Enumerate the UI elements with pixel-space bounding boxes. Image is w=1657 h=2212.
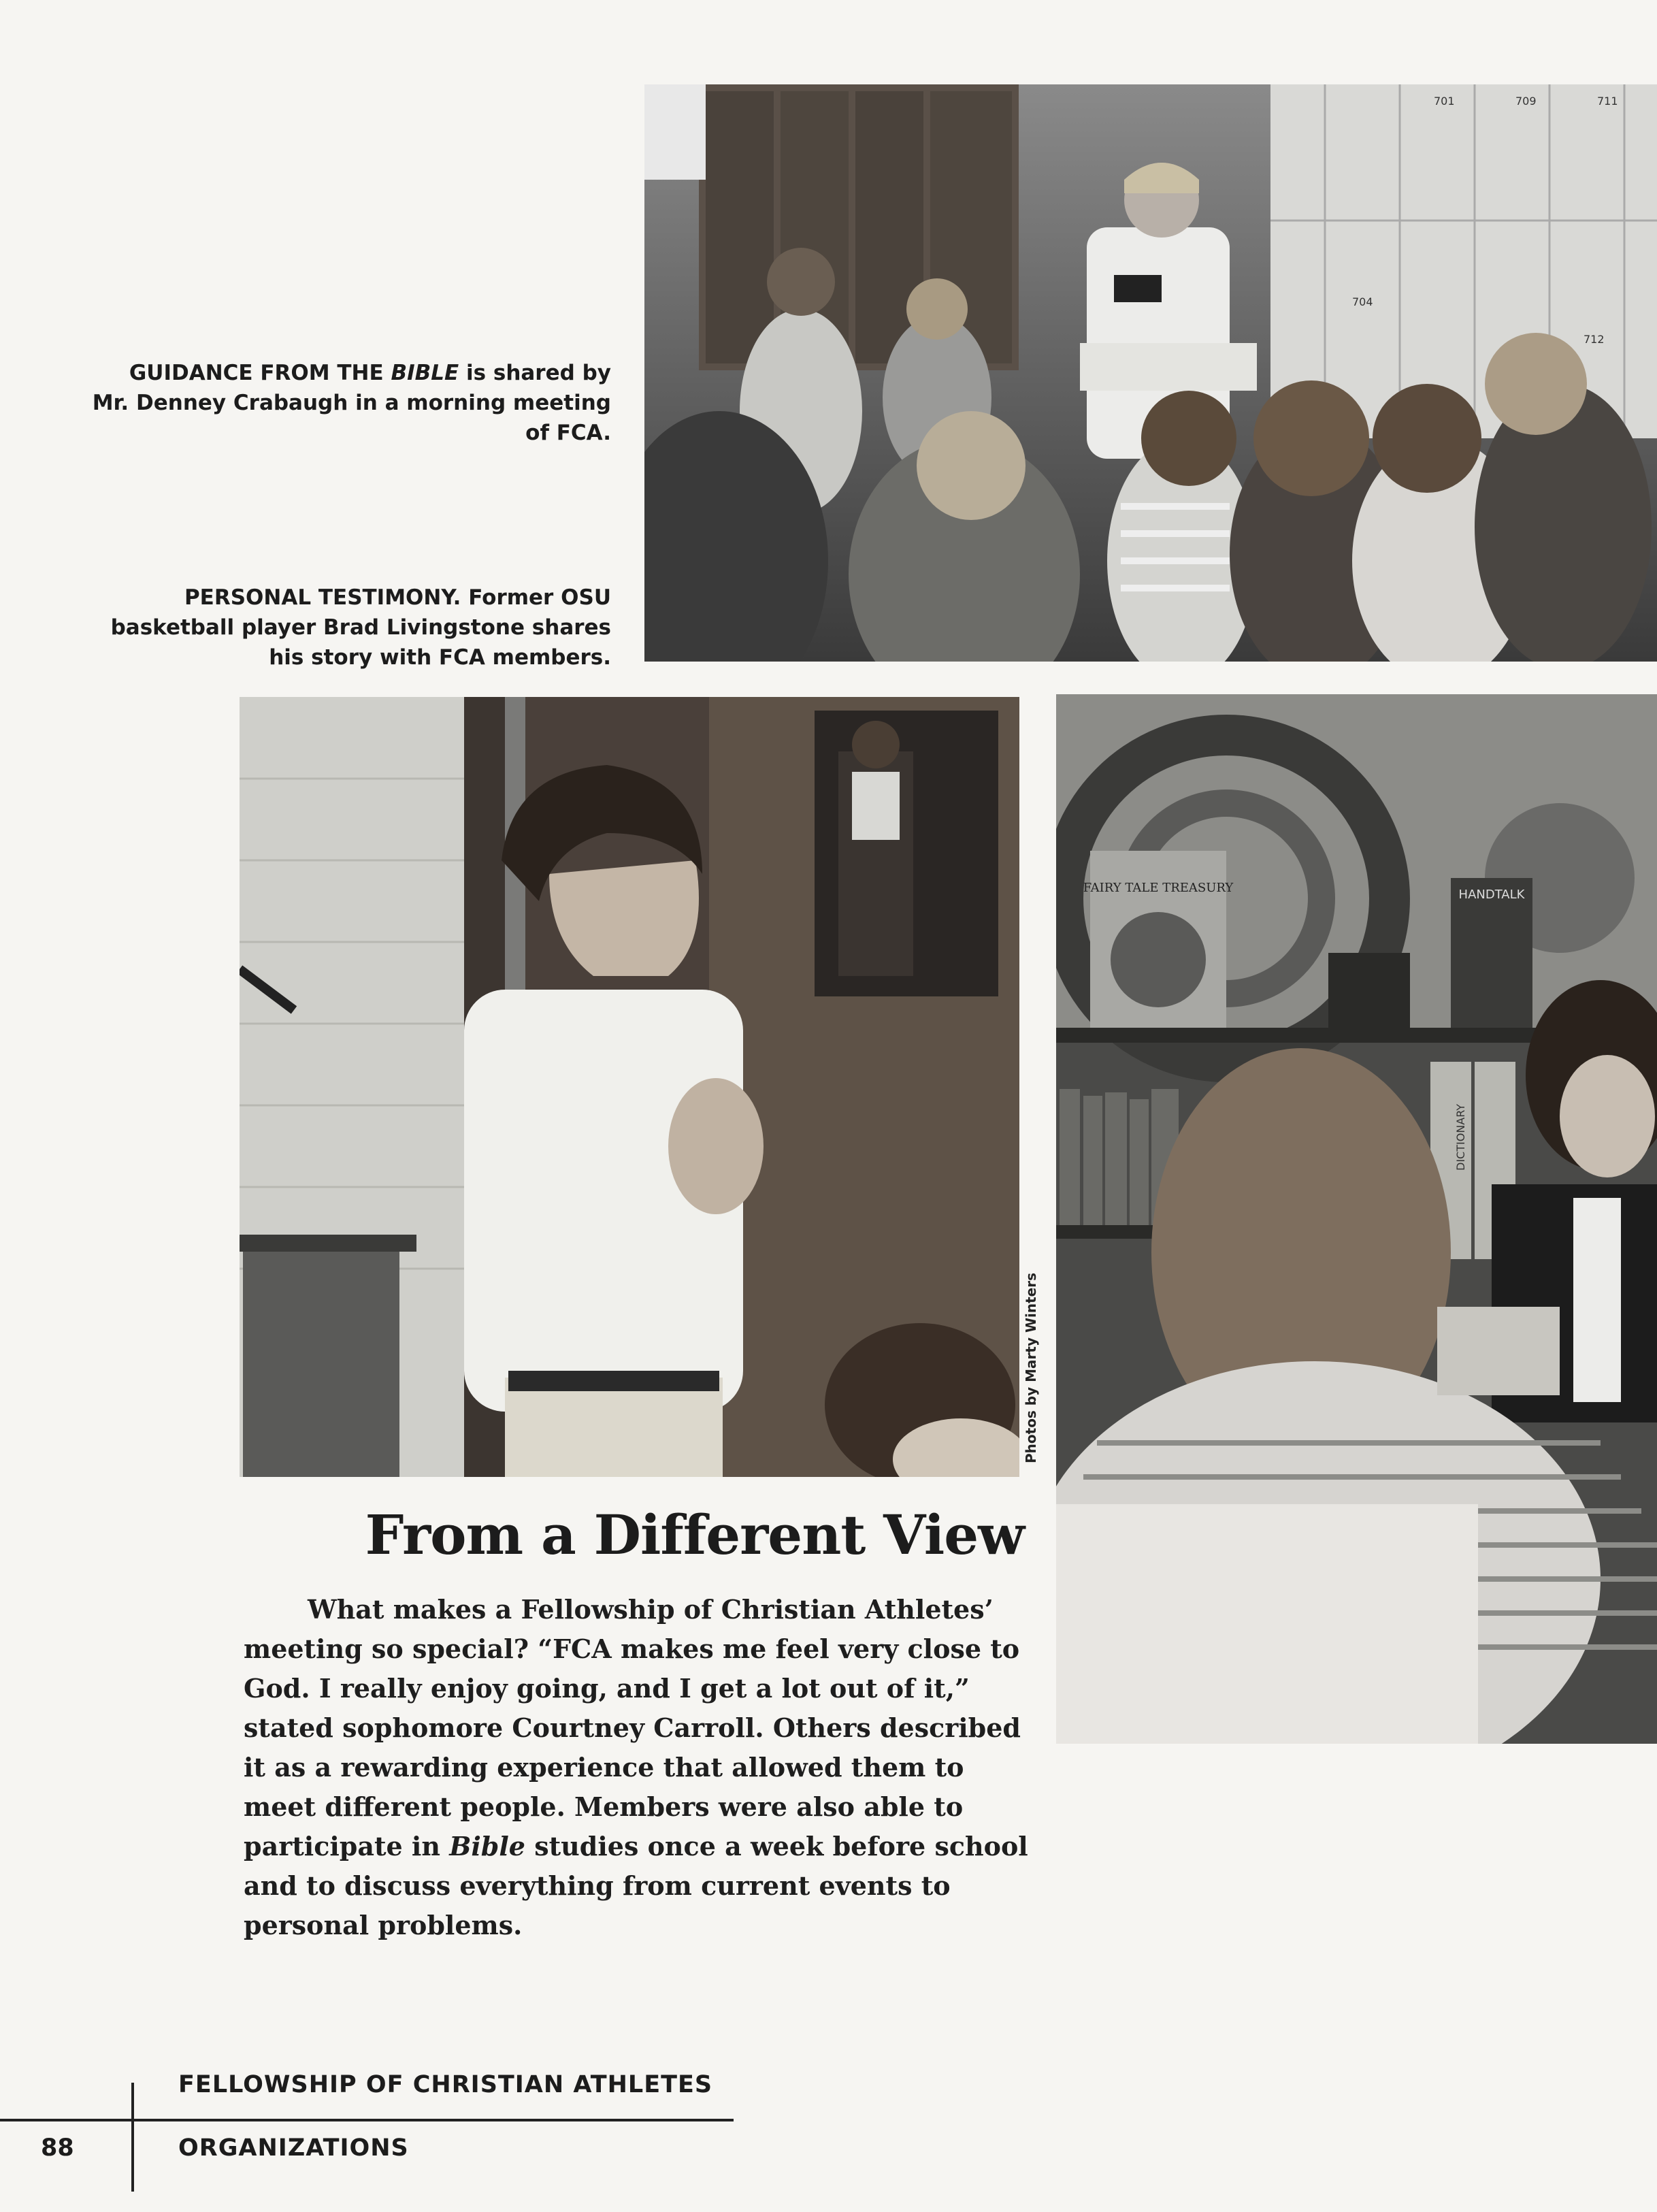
caption-guidance-italic: BIBLE [391, 361, 459, 385]
locker-number-5: 712 [1584, 333, 1605, 346]
caption-guidance-line2: Mr. Denney Crabaugh in a morning meeting [92, 391, 611, 415]
footer-section-title: FELLOWSHIP OF CHRISTIAN ATHLETES [178, 2071, 713, 2098]
caption-testimony-line3: his story with FCA members. [269, 645, 611, 670]
body-italic: Bible [449, 1831, 525, 1861]
footer-rule-horizontal [0, 2119, 734, 2121]
book-title: FAIRY TALE TREASURY [1083, 881, 1234, 895]
book-title-2: HANDTALK [1458, 888, 1525, 902]
body-part-2: studies once a week before school and to discuss everything from current events to personal problems. [244, 1831, 1028, 1940]
photo-credit: Photos by Marty Winters [1023, 1273, 1039, 1463]
body-part-1: What makes a Fellowship of Christian Athletes’ meeting so special? “FCA makes me feel very close to God. I really enjoy going, and I get a lot out of it,” stated sophomore Courtney Carroll. Others described it as a rewarding experience that allowed them to meet different people. Members were also able to participate in [244, 1594, 1021, 1861]
dictionary-label: DICTIONARY [1454, 1103, 1467, 1171]
caption-guidance-line3: of FCA. [525, 421, 611, 445]
locker-number-1: 701 [1434, 95, 1455, 108]
locker-number-3: 711 [1597, 95, 1618, 108]
caption-guidance [68, 358, 611, 448]
photo-library-discussion [1056, 694, 1657, 1744]
caption-guidance-rest: is shared by [459, 361, 611, 385]
page-number: 88 [41, 2134, 74, 2162]
article-body [244, 1590, 1033, 1945]
caption-testimony-line2: basketball player Brad Livingstone shares [110, 615, 611, 640]
footer-rule-vertical [131, 2083, 134, 2192]
footer-category: ORGANIZATIONS [178, 2134, 409, 2162]
article-headline: From a Different View [365, 1503, 1024, 1567]
caption-testimony [68, 583, 611, 672]
caption-testimony-line1: PERSONAL TESTIMONY. Former OSU [184, 585, 611, 610]
locker-number-4: 704 [1352, 295, 1373, 308]
locker-number-2: 709 [1515, 95, 1537, 108]
caption-guidance-lead: GUIDANCE FROM THE [129, 361, 391, 385]
photo-fca-morning-meeting [644, 84, 1657, 662]
photo-personal-testimony [240, 697, 1019, 1477]
